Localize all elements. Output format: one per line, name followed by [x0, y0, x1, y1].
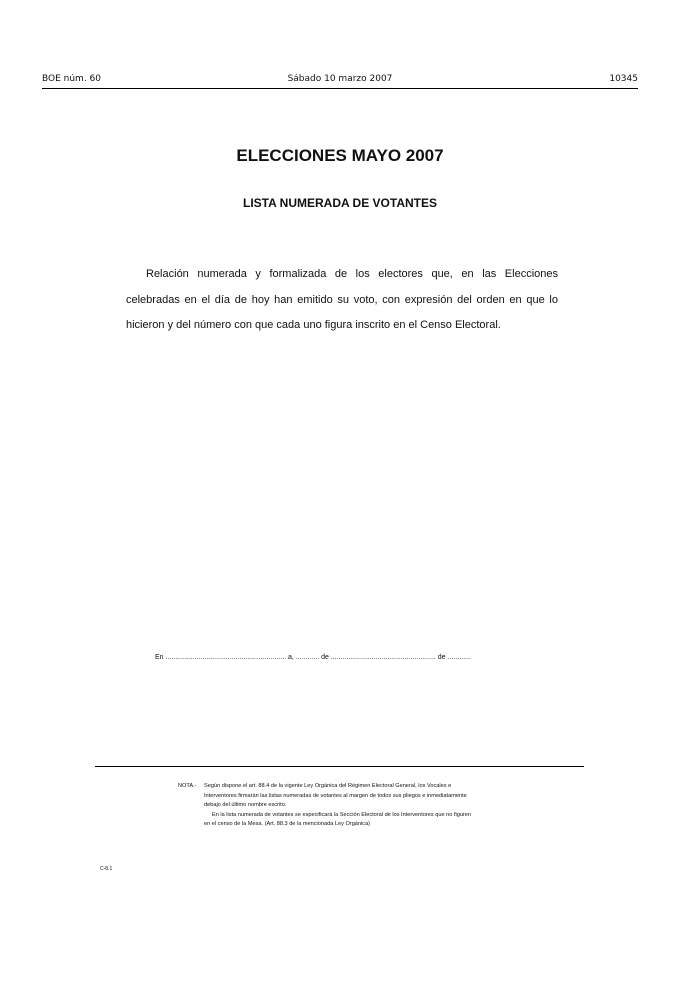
header-journal-number: BOE núm. 60	[42, 74, 101, 84]
document-title: ELECCIONES MAYO 2007	[236, 146, 444, 165]
body-paragraph: Relación numerada y formalizada de los electores que, en las Elecciones celebradas en el día de hoy han emitido su voto, con expresión del orden en que lo hicieron y del número con que cada uno figura inscrito en el Censo Electoral.	[126, 268, 558, 331]
document-subtitle: LISTA NUMERADA DE VOTANTES	[243, 196, 437, 210]
nota-paragraph-1: Según dispone el art. 88.4 de la vigente Ley Orgánica del Régimen Electoral General, los Vocales e Interventores firmarán las listas numeradas de votantes al margen de todos sus pliegos e inmediatamente debajo del último nombre escrito.	[204, 783, 467, 808]
header-date: Sábado 10 marzo 2007	[287, 74, 393, 84]
page-header	[42, 74, 638, 89]
footnote-divider	[95, 766, 584, 767]
header-page-number: 10345	[609, 74, 638, 84]
nota-body	[204, 782, 474, 830]
place-date-line: En .............................................................. a, ............ de ...................................................... de ............	[155, 654, 471, 661]
nota-paragraph-2: En la lista numerada de votantes se especificará la Sección Electoral de los Interventores que no figuren en el censo de la Mesa. (Art. 88.3 de la mencionada Ley Orgánica)	[204, 811, 472, 827]
form-code: C-8.1	[100, 866, 113, 872]
nota-label: NOTA.-	[178, 783, 197, 789]
footnote-nota	[178, 782, 474, 830]
